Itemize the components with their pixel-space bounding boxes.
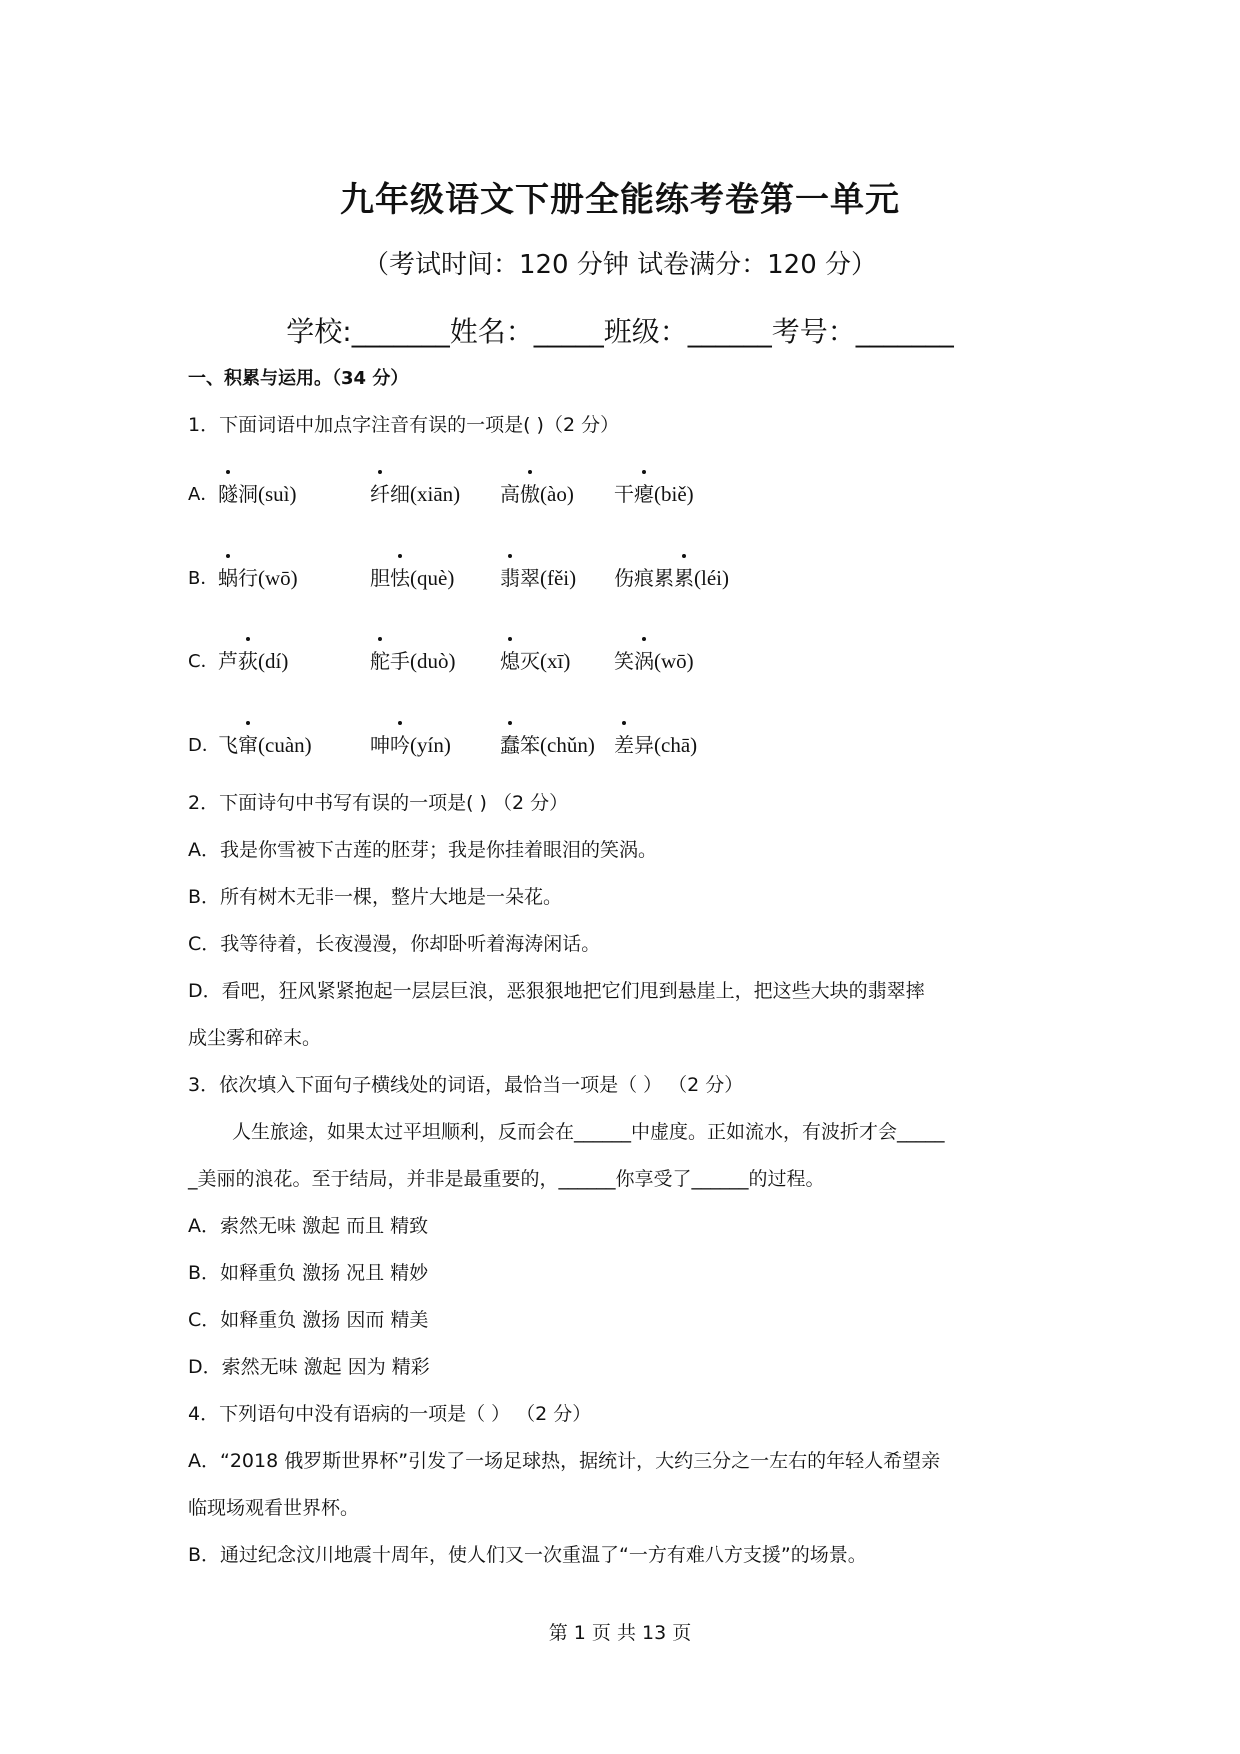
question-2-option-b: B．所有树木无非一棵，整片大地是一朵花。 — [188, 886, 563, 908]
pinyin-annotation: (wō) — [654, 649, 694, 673]
question-2-option-d: D．看吧，狂风紧紧抱起一层层巨浪，恶狠狠地把它们甩到悬崖上，把这些大块的翡翠摔 — [188, 980, 925, 1002]
question-3-option-d: D．索然无味 激起 因为 精彩 — [188, 1356, 430, 1378]
pinyin-word: 熄灭(xī) — [500, 645, 570, 674]
question-3-option-c: C．如释重负 激扬 因而 精美 — [188, 1309, 429, 1331]
pinyin-annotation: (duò) — [410, 649, 456, 673]
question-3-option-a: A．索然无味 激起 而且 精致 — [188, 1215, 429, 1237]
question-4-option-b: B．通过纪念汶川地震十周年，使人们又一次重温了“一方有难八方支援”的场景。 — [188, 1544, 867, 1566]
emphasis-dot-char: 怯 — [390, 562, 410, 591]
emphasis-dot-char: 蠢 — [500, 729, 520, 758]
emphasis-dot-char: 傲 — [520, 478, 540, 507]
pinyin-word: 差异(chā) — [614, 729, 697, 758]
emphasis-dot-char: 窜 — [238, 729, 258, 758]
pinyin-annotation: (ào) — [540, 482, 574, 506]
question-3-passage-line-1: 人生旅途，如果太过平坦顺利，反而会在______中虚度。正如流水，有波折才会_____ — [232, 1121, 945, 1143]
pinyin-word: 飞窜(cuàn) — [218, 729, 312, 758]
pinyin-annotation: (suì) — [258, 482, 297, 506]
question-3-option-b: B．如释重负 激扬 况且 精妙 — [188, 1262, 429, 1284]
pinyin-annotation: (xiān) — [410, 482, 461, 506]
pinyin-annotation: (chā) — [654, 733, 698, 757]
option-label: C． — [188, 651, 219, 672]
pinyin-word: 翡翠(fěi) — [500, 562, 576, 591]
emphasis-dot-char: 翡 — [500, 562, 520, 591]
emphasis-dot-char: 差 — [614, 729, 634, 758]
emphasis-dot-char: 累 — [674, 562, 694, 591]
question-2-option-c: C．我等待着，长夜漫漫，你却卧听着海涛闲话。 — [188, 933, 601, 955]
question-2-stem: 2．下面诗句中书写有误的一项是( ) （2 分） — [188, 792, 569, 814]
pinyin-annotation: (xī) — [540, 649, 571, 673]
question-4-option-a-cont: 临现场观看世界杯。 — [188, 1497, 360, 1519]
pinyin-annotation: (léi) — [694, 566, 729, 590]
pinyin-word: 笑涡(wō) — [614, 645, 694, 674]
option-label: A． — [188, 484, 219, 505]
pinyin-annotation: (chǔn) — [540, 733, 595, 757]
page-footer: 第 1 页 共 13 页 — [548, 1622, 692, 1644]
question-1-stem: 1．下面词语中加点字注音有误的一项是( )（2 分） — [188, 414, 620, 436]
question-3-passage-line-2: _美丽的浪花。至于结局，并非是最重要的，______你享受了______的过程。 — [188, 1168, 825, 1190]
emphasis-dot-char: 熄 — [500, 645, 520, 674]
question-3-stem: 3．依次填入下面句子横线处的词语，最恰当一项是（ ） （2 分） — [188, 1074, 744, 1096]
pinyin-word: 舵手(duò) — [370, 645, 456, 674]
pinyin-annotation: (cuàn) — [258, 733, 312, 757]
emphasis-dot-char: 纤 — [370, 478, 390, 507]
emphasis-dot-char: 蜗 — [218, 562, 238, 591]
pinyin-annotation: (fěi) — [540, 566, 577, 590]
emphasis-dot-char: 荻 — [238, 645, 258, 674]
option-label: D． — [188, 735, 220, 756]
pinyin-word: 纤细(xiān) — [370, 478, 460, 507]
pinyin-word: 芦荻(dí) — [218, 645, 288, 674]
student-info-line: 学校:_______姓名：_____班级：______考号：_______ — [286, 315, 954, 348]
pinyin-annotation: (yín) — [410, 733, 451, 757]
pinyin-word: 蠢笨(chǔn) — [500, 729, 595, 758]
pinyin-annotation: (biě) — [654, 482, 694, 506]
section-heading: 一、积累与运用。（34 分） — [188, 368, 409, 389]
pinyin-annotation: (què) — [410, 566, 455, 590]
pinyin-word: 隧洞(suì) — [218, 478, 297, 507]
question-4-option-a: A．“2018 俄罗斯世界杯”引发了一场足球热，据统计，大约三分之一左右的年轻人希望亲 — [188, 1450, 941, 1472]
document-title: 九年级语文下册全能练考卷第一单元 — [340, 180, 900, 220]
emphasis-dot-char: 舵 — [370, 645, 390, 674]
pinyin-word: 呻吟(yín) — [370, 729, 451, 758]
pinyin-word: 胆怯(què) — [370, 562, 454, 591]
emphasis-dot-char: 涡 — [634, 645, 654, 674]
emphasis-dot-char: 隧 — [218, 478, 238, 507]
pinyin-annotation: (wō) — [258, 566, 298, 590]
pinyin-word: 高傲(ào) — [500, 478, 574, 507]
emphasis-dot-char: 瘪 — [634, 478, 654, 507]
question-2-option-d-cont: 成尘雾和碎末。 — [188, 1027, 322, 1049]
emphasis-dot-char: 吟 — [390, 729, 410, 758]
pinyin-annotation: (dí) — [258, 649, 289, 673]
pinyin-word: 干瘪(biě) — [614, 478, 694, 507]
question-2-option-a: A．我是你雪被下古莲的胚芽；我是你挂着眼泪的笑涡。 — [188, 839, 657, 861]
pinyin-word: 伤痕累累(léi) — [614, 562, 729, 591]
option-label: B． — [188, 568, 219, 589]
question-4-stem: 4．下列语句中没有语病的一项是（ ） （2 分） — [188, 1403, 592, 1425]
exam-subtitle: （考试时间：120 分钟 试卷满分：120 分） — [362, 250, 878, 280]
pinyin-word: 蜗行(wō) — [218, 562, 298, 591]
